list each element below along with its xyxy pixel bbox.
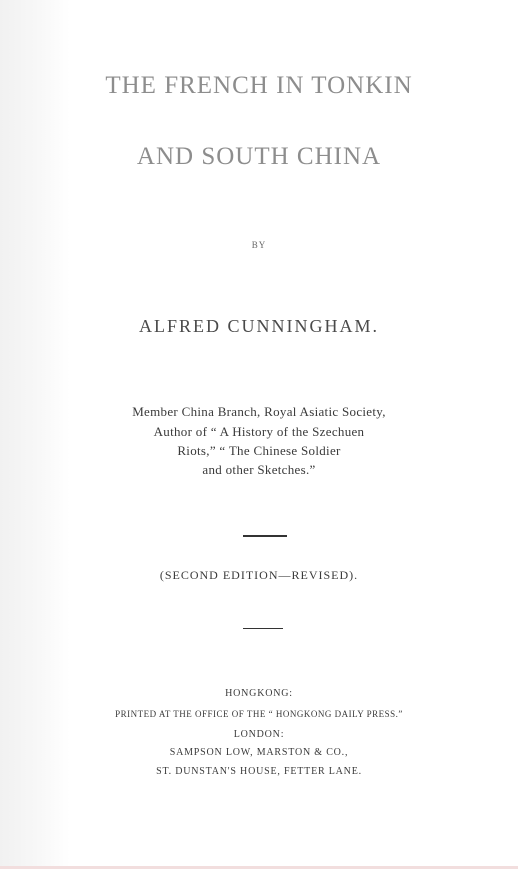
divider-rule-small <box>243 628 283 629</box>
title-line-2: AND SOUTH CHINA <box>136 143 382 170</box>
author-credential-1: Member China Branch, Royal Asiatic Society, <box>132 404 386 419</box>
imprint-address: ST. DUNSTAN'S HOUSE, FETTER LANE. <box>156 766 362 777</box>
author-credential-4: and other Sketches.” <box>202 462 316 477</box>
author-credential-2: Author of “ A History of the Szechuen <box>153 424 365 439</box>
divider-rule <box>243 535 287 537</box>
imprint-printer: PRINTED AT THE OFFICE OF THE “ HONGKONG DAILY PRESS.” <box>115 709 403 719</box>
author-credential-3: Riots,” “ The Chinese Soldier <box>177 443 341 458</box>
author-name: ALFRED CUNNINGHAM. <box>138 316 379 336</box>
imprint-city-hongkong: HONGKONG: <box>225 688 293 699</box>
edition-note: (SECOND EDITION—REVISED). <box>159 568 359 582</box>
title-line-1: THE FRENCH IN TONKIN <box>105 72 413 99</box>
imprint-city-london: LONDON: <box>233 729 285 740</box>
imprint-publisher: SAMPSON LOW, MARSTON & CO., <box>169 747 349 758</box>
by-label: BY <box>251 240 267 250</box>
